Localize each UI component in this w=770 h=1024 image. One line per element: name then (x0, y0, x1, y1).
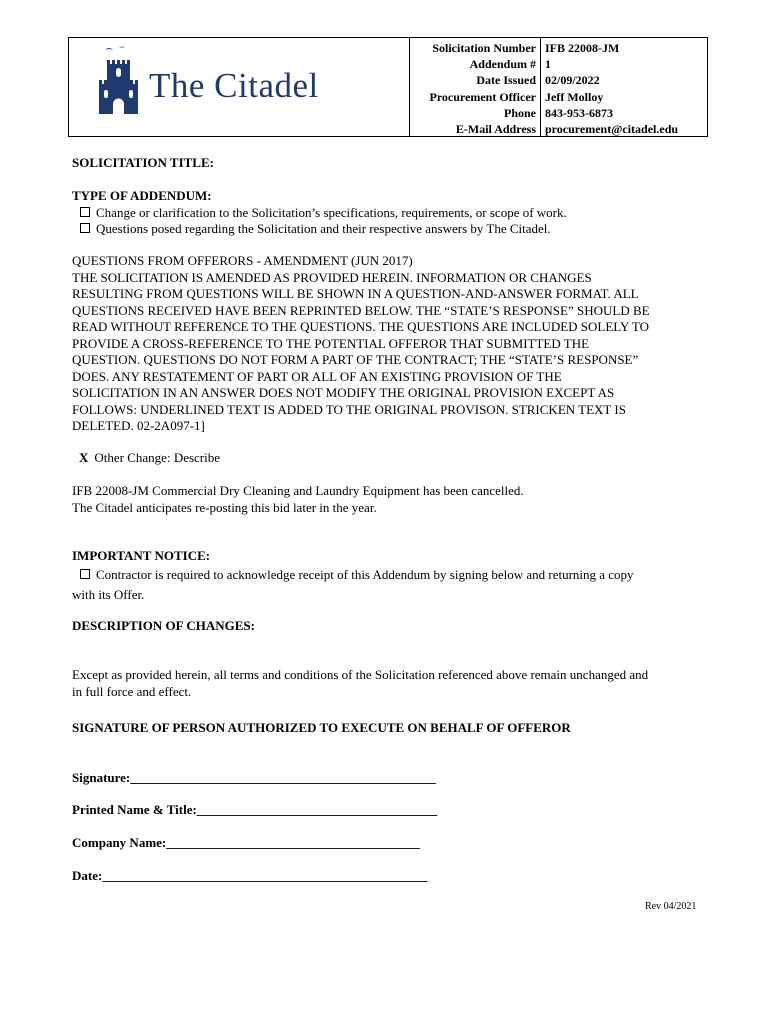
logo-wordmark: The Citadel (149, 66, 319, 105)
checkbox-change[interactable] (80, 207, 90, 217)
value-solicitation-number: IFB 22008-JM (545, 41, 620, 55)
checkbox-questions[interactable] (80, 223, 90, 233)
label-date-issued: Date Issued (476, 73, 536, 88)
questions-line: QUESTIONS RECEIVED HAVE BEEN REPRINTED BELOW. THE “STATE’S RESPONSE” SHOULD BE (72, 302, 650, 318)
addendum-option-change[interactable] (80, 205, 567, 222)
date-field[interactable]: Date:__________________________________________________ (72, 868, 428, 883)
label-procurement-officer: Procurement Officer (429, 89, 536, 104)
important-notice-heading: IMPORTANT NOTICE: (72, 548, 211, 563)
acknowledge-text-continued: with its Offer. (72, 587, 145, 602)
type-of-addendum-heading: TYPE OF ADDENDUM: (72, 188, 212, 203)
questions-line: QUESTION. QUESTIONS DO NOT FORM A PART OF THE CONTRACT; THE “STATE’S RESPONSE” (72, 352, 639, 367)
value-procurement-officer: Jeff Molloy (545, 89, 604, 104)
description-of-changes-heading: DESCRIPTION OF CHANGES: (72, 618, 255, 633)
header-labels (410, 38, 541, 136)
questions-line: THE SOLICITATION IS AMENDED AS PROVIDED HEREIN. INFORMATION OR CHANGES (72, 269, 592, 285)
cancellation-notice (72, 483, 702, 516)
questions-line: QUESTIONS FROM OFFERORS - AMENDMENT (JUN 2017) (72, 253, 413, 268)
label-addendum-number: Addendum # (469, 57, 536, 72)
value-phone: 843-953-6873 (545, 105, 613, 120)
label-phone: Phone (503, 105, 536, 120)
questions-line: SOLICITATION IN AN ANSWER DOES NOT MODIFY THE ORIGINAL PROVISION EXCEPT AS (72, 385, 615, 400)
questions-line: DOES. ANY RESTATEMENT OF PART OR ALL OF AN EXISTING PROVISION OF THE (72, 368, 562, 384)
questions-line: RESULTING FROM QUESTIONS WILL BE SHOWN IN A QUESTION-AND-ANSWER FORMAT. ALL (72, 286, 639, 301)
cancellation-line: The Citadel anticipates re-posting this bid later in the year. (72, 499, 377, 515)
questions-line: FOLLOWS: UNDERLINED TEXT IS ADDED TO THE ORIGINAL PROVISON. STRICKEN TEXT IS (72, 401, 626, 417)
citadel-tower-icon (95, 46, 145, 126)
label-solicitation-number: Solicitation Number (432, 41, 536, 55)
signature-field[interactable]: Signature:_______________________________________________ (72, 770, 436, 785)
terms-line: Except as provided herein, all terms and conditions of the Solicitation referenced above remain unchanged and (72, 667, 649, 682)
company-name-field[interactable]: Company Name:_______________________________________ (72, 835, 420, 850)
value-date-issued: 02/09/2022 (545, 73, 600, 88)
option-change-label: Change or clarification to the Solicitation’s specifications, requirements, or scope of work. (96, 205, 567, 220)
option-questions-label: Questions posed regarding the Solicitation and their respective answers by The Citadel. (96, 221, 551, 236)
printed-name-title-field[interactable]: Printed Name & Title:_____________________________________ (72, 802, 438, 817)
addendum-option-questions[interactable] (80, 221, 551, 238)
other-change-option[interactable] (79, 450, 220, 467)
acknowledge-text: Contractor is required to acknowledge receipt of this Addendum by signing below and returning a copy (96, 567, 634, 582)
revision-label: Rev 04/2021 (645, 901, 697, 912)
value-email[interactable]: procurement@citadel.edu (545, 122, 679, 137)
signature-heading: SIGNATURE OF PERSON AUTHORIZED TO EXECUTE ON BEHALF OF OFFEROR (72, 720, 571, 735)
questions-line: PROVIDE A CROSS-REFERENCE TO THE POTENTIAL OFFEROR THAT SUBMITTED THE (72, 335, 590, 351)
terms-line: in full force and effect. (72, 683, 192, 699)
terms-statement (72, 667, 702, 700)
other-change-label: Other Change: Describe (94, 450, 221, 465)
questions-line: READ WITHOUT REFERENCE TO THE QUESTIONS. THE QUESTIONS ARE INCLUDED SOLELY TO (72, 319, 649, 334)
questions-line: DELETED. 02-2A097-1] (72, 418, 205, 433)
acknowledge-option[interactable] (80, 567, 634, 584)
questions-amendment-block (72, 253, 702, 435)
solicitation-title-label: SOLICITATION TITLE: (72, 155, 214, 170)
cancellation-line: IFB 22008-JM Commercial Dry Cleaning and Laundry Equipment has been cancelled. (72, 483, 524, 498)
other-change-mark[interactable]: X (79, 450, 89, 465)
checkbox-acknowledge[interactable] (80, 569, 90, 579)
value-addendum-number: 1 (545, 57, 551, 72)
citadel-logo (69, 38, 410, 136)
header-values (541, 38, 707, 136)
solicitation-header (68, 37, 708, 137)
label-email: E-Mail Address (455, 122, 536, 137)
